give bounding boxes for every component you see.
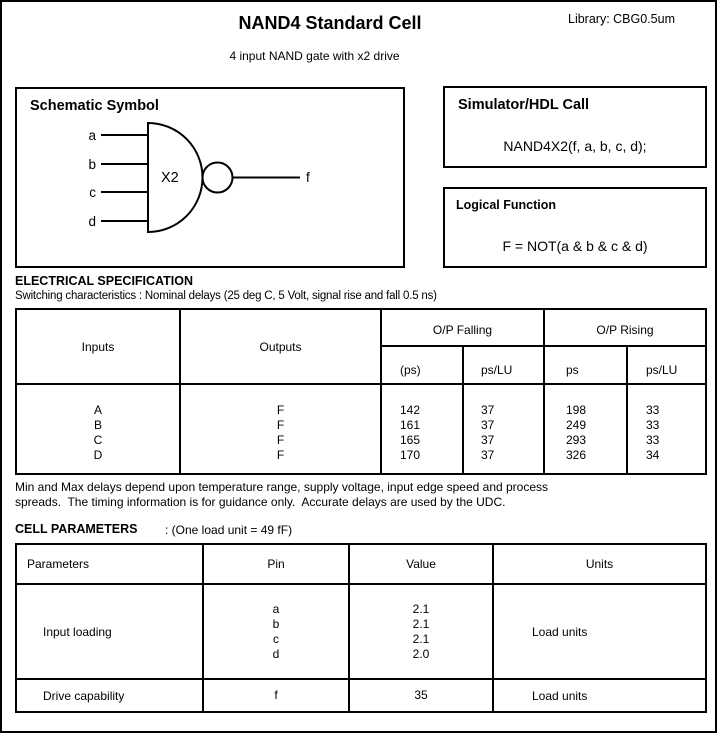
output-name: F [276, 448, 285, 462]
pin-name: c [273, 631, 279, 646]
logical-function-box [443, 187, 707, 268]
loading-value: 2.0 [412, 646, 430, 661]
input-loading-values [350, 585, 494, 680]
delay-value: 165 [400, 433, 421, 447]
drive-capability-units: Load units [532, 688, 588, 703]
delay-value: 170 [400, 448, 421, 462]
simulator-box [443, 86, 707, 168]
output-name: F [276, 433, 285, 447]
delay-value: 33 [646, 403, 660, 417]
delay-table-inputs-header: Inputs [17, 310, 181, 385]
delay-value: 326 [566, 448, 587, 462]
delay-value: 198 [566, 403, 587, 417]
library-label: Library: CBG0.5um [568, 12, 675, 26]
delay-value: 142 [400, 403, 421, 417]
output-name: F [276, 403, 285, 417]
pin-name: b [272, 616, 280, 631]
logical-function-heading: Logical Function [456, 198, 556, 212]
rising-ps-header: ps [545, 347, 628, 385]
delay-table-rising-group-header: O/P Rising [545, 310, 705, 347]
delay-value: 37 [481, 418, 495, 432]
drive-capability-pin: f [204, 680, 350, 711]
input-name: A [93, 403, 102, 417]
falling-pslu-header: ps/LU [464, 347, 545, 385]
input-name: C [93, 433, 103, 447]
input-label-b: b [88, 157, 96, 172]
delay-note-line1: Min and Max delays depend upon temperature range, supply voltage, input edge speed and process [15, 480, 549, 494]
parameters-column-header: Parameters [17, 545, 204, 585]
delay-note-line2: spreads. The timing information is for guidance only. Accurate delays are used by the UDC. [15, 495, 506, 509]
delay-value: 37 [481, 433, 495, 447]
units-column-header: Units [494, 545, 705, 585]
page-title: NAND4 Standard Cell [238, 13, 422, 33]
schematic-heading: Schematic Symbol [30, 98, 159, 114]
hdl-call-text: NAND4X2(f, a, b, c, d); [503, 138, 647, 154]
electrical-spec-heading: ELECTRICAL SPECIFICATION [15, 274, 194, 288]
delay-value: 161 [400, 418, 421, 432]
loading-value: 2.1 [412, 616, 430, 631]
delay-value: 33 [646, 433, 660, 447]
output-name: F [276, 418, 285, 432]
outputs-values [181, 385, 382, 473]
delay-table [15, 308, 707, 475]
input-label-c: c [89, 185, 96, 200]
page-subtitle: 4 input NAND gate with x2 drive [229, 49, 400, 63]
delay-value: 37 [481, 448, 495, 462]
rising-ps-values [545, 385, 628, 473]
delay-table-falling-group-header: O/P Falling [382, 310, 545, 347]
delay-value: 33 [646, 418, 660, 432]
nand-gate-symbol [17, 89, 403, 266]
pin-name: a [272, 601, 280, 616]
delay-value: 34 [646, 448, 660, 462]
falling-ps-values [382, 385, 464, 473]
logical-function-expression: F = NOT(a & b & c & d) [502, 238, 648, 254]
falling-pslu-values [464, 385, 545, 473]
inversion-bubble [203, 163, 233, 193]
gate-drive-label: X2 [161, 170, 179, 186]
drive-capability-value: 35 [350, 680, 494, 711]
inputs-values [17, 385, 181, 473]
input-loading-pins [204, 585, 350, 680]
schematic-box [15, 87, 405, 268]
delay-value: 37 [481, 403, 495, 417]
switching-characteristics-note: Switching characteristics : Nominal delays (25 deg C, 5 Volt, signal rise and fall 0.5 ns) [15, 290, 437, 302]
input-label-d: d [88, 214, 96, 229]
loading-value: 2.1 [412, 601, 430, 616]
falling-ps-header: (ps) [382, 347, 464, 385]
rising-pslu-values [628, 385, 705, 473]
input-loading-units: Load units [494, 585, 705, 680]
input-label-a: a [88, 128, 96, 143]
input-loading-label: Input loading [17, 585, 204, 680]
rising-pslu-header: ps/LU [628, 347, 705, 385]
output-label-f: f [306, 170, 310, 185]
load-unit-note: : (One load unit = 49 fF) [165, 523, 293, 537]
drive-capability-label: Drive capability [17, 680, 204, 711]
delay-value: 249 [566, 418, 587, 432]
pin-column-header: Pin [204, 545, 350, 585]
input-name: D [93, 448, 103, 462]
parameters-table [15, 543, 707, 713]
delay-table-outputs-header: Outputs [181, 310, 382, 385]
delay-value: 293 [566, 433, 587, 447]
pin-name: d [272, 646, 280, 661]
simulator-heading: Simulator/HDL Call [458, 97, 590, 113]
cell-parameters-heading: CELL PARAMETERS [15, 522, 138, 536]
value-column-header: Value [350, 545, 494, 585]
loading-value: 2.1 [412, 631, 430, 646]
input-name: B [93, 418, 102, 432]
